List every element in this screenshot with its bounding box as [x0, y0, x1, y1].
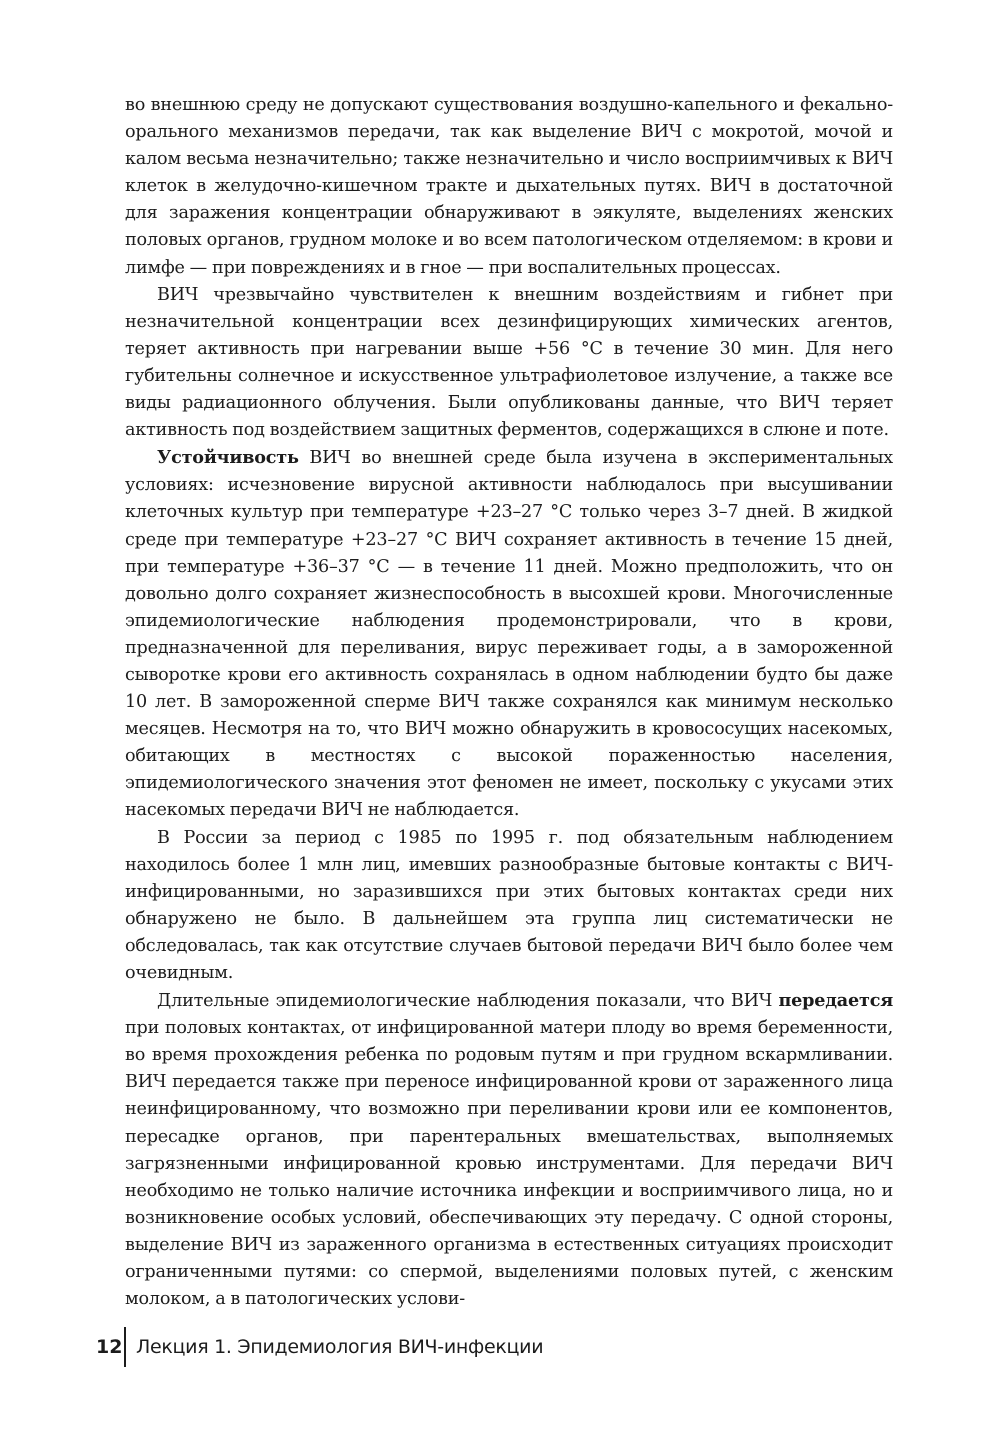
- paragraph-text: ВИЧ чрезвычайно чувствителен к внешним воздействиям и гибнет при незначительной концентрации всех дезинфицирующих химических агентов, теряет активность при нагревании выше +56 °C в течение 30 мин. Для него губительны солнечное и искусственное ультрафиолетовое излучение, а также все виды радиационного облучения. Были опубликованы данные, что ВИЧ теряет активность под воздействием защитных ферментов, содержащихся в слюне и поте.: [125, 284, 893, 441]
- bold-term: Устойчивость: [157, 447, 299, 469]
- paragraph-text: ВИЧ во внешней среде была изучена в экспериментальных условиях: исчезновение вирусной активности наблюдалось при высушивании клеточных культур при температуре +23–27 °C только через 3–7 дней. В жидкой среде при температуре +23–27 °C ВИЧ сохраняет активность в течение 15 дней, при температуре +36–37 °C — в течение 11 дней. Можно предположить, что он довольно долго сохраняет жизнеспособность в высохшей крови. Многочисленные эпидемиологические наблюдения продемонстрировали, что в крови, предназначенной для переливания, вирус переживает годы, а в замороженной сыворотке крови его активность сохранялась в одном наблюдении будто бы даже 10 лет. В замороженной сперме ВИЧ также сохранялся как минимум несколько месяцев. Несмотря на то, что ВИЧ можно обнаружить в кровососущих насекомых, обитающих в местностях с высокой пораженностью населения, эпидемиологического значения этот феномен не имеет, поскольку с укусами этих насекомых передачи ВИЧ не наблюдается.: [125, 448, 893, 821]
- paragraph-text: при половых контактах, от инфицированной матери плоду во время беременности, во время прохождения ребенка по родовым путям и при грудном вскармливании. ВИЧ передается также при переносе инфицированной крови от зараженного лица неинфицированному, что возможно при переливании крови или ее компонентов, пересадке органов, при парентеральных вмешательствах, выполняемых загрязненными инфицированной кровью инструментами. Для передачи ВИЧ необходимо не только наличие источника инфекции и восприимчивого лица, но и возникновение особых условий, обеспечивающих эту передачу. С одной стороны, выделение ВИЧ из зараженного организма в естественных ситуациях происходит ограниченными путями: со спермой, выделениями половых путей, с женским молоком, а в патологических услови-: [125, 1018, 893, 1310]
- paragraph: [125, 987, 893, 1313]
- paragraph-text: В России за период с 1985 по 1995 г. под обязательным наблюдением находилось более 1 млн лиц, имевших разнообразные бытовые контакты с ВИЧ-инфицированными, но заразившихся при этих бытовых контактах среди них обнаружено не было. В дальнейшем эта группа лиц систематически не обследовалась, так как отсутствие случаев бытовой передачи ВИЧ было более чем очевидным.: [125, 827, 893, 983]
- paragraph: [125, 282, 893, 445]
- paragraph: [125, 92, 893, 282]
- paragraph-text: Длительные эпидемиологические наблюдения показали, что ВИЧ: [157, 991, 779, 1012]
- footer-divider: [124, 1327, 126, 1367]
- page-body: [125, 92, 893, 1313]
- bold-term: передается: [778, 990, 893, 1012]
- page-number: 12: [96, 1336, 123, 1358]
- paragraph: [125, 825, 893, 988]
- paragraph: [125, 444, 893, 824]
- paragraph-text: во внешнюю среду не допускают существования воздушно-капельного и фекально-орального механизмов передачи, так как выделение ВИЧ с мокротой, мочой и калом весьма незначительно; также незначительно и число восприимчивых к ВИЧ клеток в желудочно-кишечном тракте и дыхательных путях. ВИЧ в достаточной для заражения концентрации обнаруживают в эякуляте, выделениях женских половых органов, грудном молоке и во всем патологическом отделяемом: в крови и лимфе — при повреждениях и в гное — при воспалительных процессах.: [125, 95, 893, 278]
- page-footer: [96, 1327, 543, 1367]
- running-title: Лекция 1. Эпидемиология ВИЧ-инфекции: [136, 1336, 544, 1358]
